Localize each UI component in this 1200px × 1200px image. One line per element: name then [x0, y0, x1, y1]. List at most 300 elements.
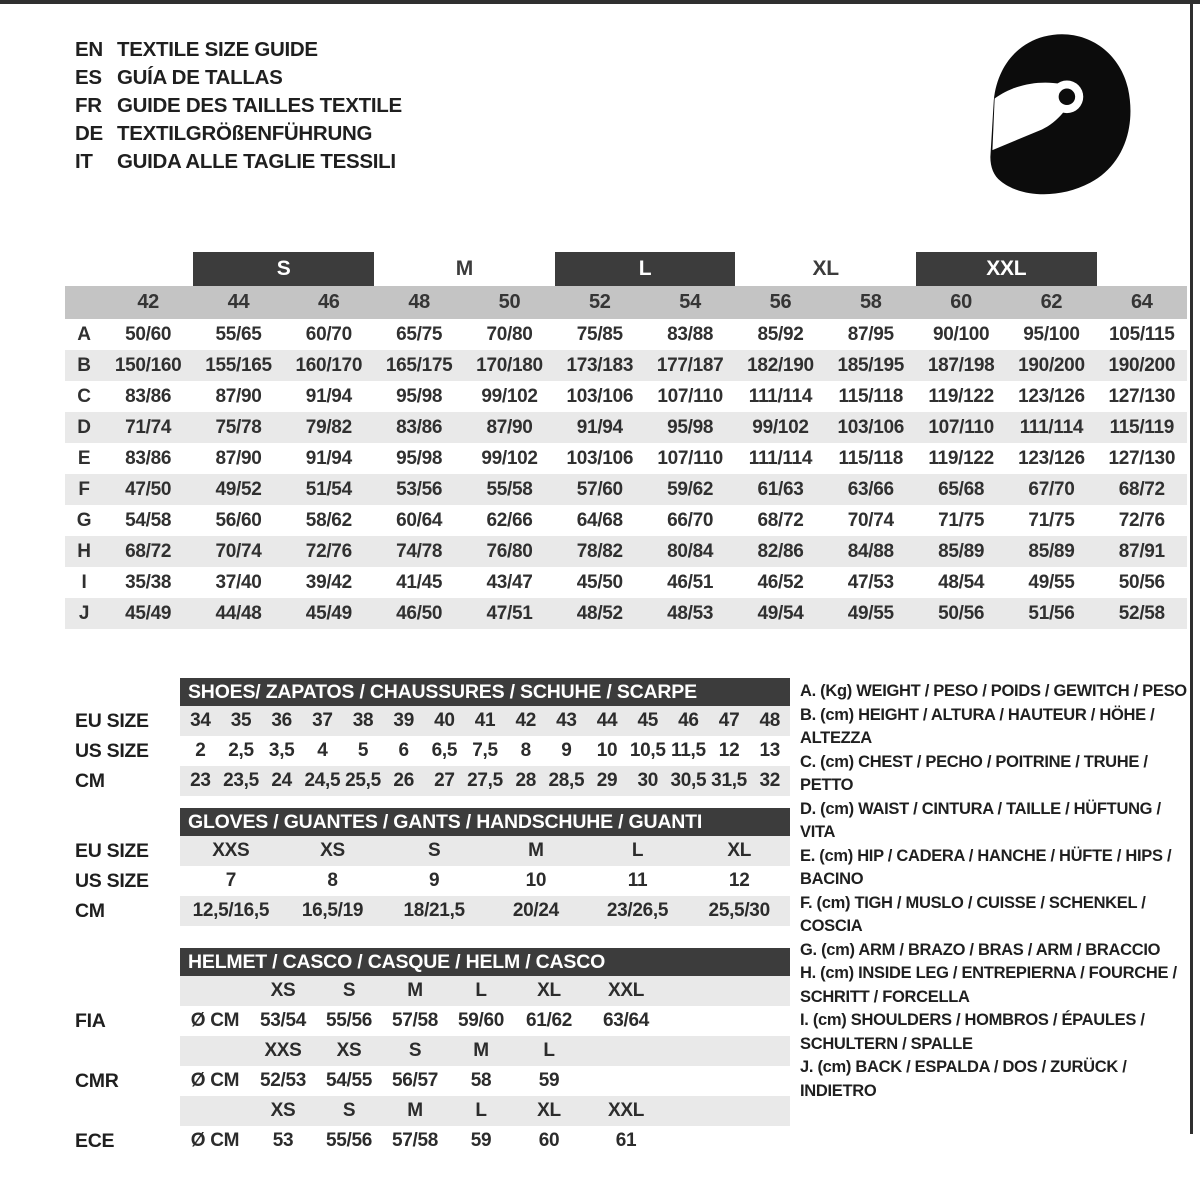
helmet-size-label: XL [537, 1100, 561, 1121]
gloves_table-value: L [631, 840, 644, 861]
measurement-value: 91/94 [305, 447, 352, 469]
gutter-spacer [75, 1036, 180, 1066]
language-title: GUIDE DES TAILLES TEXTILE [117, 94, 402, 117]
measurement-row-label: C [77, 385, 91, 407]
shoes_table-value: 7,5 [472, 740, 498, 761]
helmet-size-value: 61/62 [525, 1010, 573, 1031]
measurement-value: 87/90 [215, 447, 262, 469]
gutter-spacer [75, 976, 180, 1006]
measurement-value: 61/63 [757, 478, 804, 500]
shoes_table-value: 13 [759, 740, 781, 761]
shoes_table-value: 35 [230, 710, 252, 731]
helmet-unit-label: Ø CM [190, 1130, 240, 1151]
helmet-size-label: M [407, 1100, 423, 1121]
shoes_table-value: 30 [637, 770, 658, 791]
measurement-value: 83/88 [667, 323, 714, 345]
measurement-value: 39/42 [305, 571, 352, 593]
shoes_table-value: 10 [596, 740, 618, 761]
gloves_table-row-values [180, 836, 790, 866]
measurement-value: 127/130 [1108, 447, 1176, 469]
measurement-value: 46/50 [396, 602, 443, 624]
gloves_table-title-bar: GLOVES / GUANTES / GANTS / HANDSCHUHE / GUANTI [180, 808, 790, 836]
measurement-value: 58/62 [305, 509, 352, 531]
helmet-title-bar: HELMET / CASCO / CASQUE / HELM / CASCO [180, 948, 790, 976]
measurement-value: 70/80 [486, 323, 533, 345]
measurement-value: 87/91 [1118, 540, 1165, 562]
numeric-size-header: 42 [103, 286, 193, 319]
language-code: ES [75, 66, 102, 89]
gloves_table-value: 7 [225, 870, 236, 891]
measurement-value: 165/175 [385, 354, 453, 376]
measurement-value: 75/78 [215, 416, 262, 438]
numeric-size-header: 58 [826, 286, 916, 319]
shoes_table-value: 38 [352, 710, 374, 731]
measurement-value: 46/51 [667, 571, 714, 593]
shoes_table-value: 39 [393, 710, 414, 731]
shoes_table-value: 46 [678, 710, 699, 731]
helmet-values-cells [180, 1126, 790, 1156]
language-code: DE [75, 122, 103, 145]
shoes_table-row [75, 706, 790, 736]
language-row [75, 148, 402, 176]
size-group-xl: XL [812, 257, 839, 280]
shoes_table-value: 43 [556, 710, 577, 731]
legend-item: C. (cm) CHEST / PECHO / POITRINE / TRUHE / PETTO [800, 752, 1148, 794]
shoes_table-value: 34 [190, 710, 211, 731]
size-group-m: M [455, 257, 473, 280]
measurement-value: 111/114 [748, 447, 813, 469]
measurement-value: 35/38 [125, 571, 172, 593]
measurement-value: 79/82 [305, 416, 352, 438]
measurement-row-label: F [78, 478, 90, 500]
legend-item: E. (cm) HIP / CADERA / HANCHE / HÜFTE / HIPS / BACINO [800, 846, 1172, 888]
helmet-size-value: 52/53 [259, 1070, 307, 1091]
size-group-header-row [65, 252, 1187, 286]
gloves_table-row-values [180, 896, 790, 926]
measurement-value: 50/56 [938, 602, 985, 624]
language-code: IT [75, 150, 93, 173]
measurement-row [65, 412, 1187, 443]
helmet-sizes-cells [180, 1096, 790, 1126]
helmet-size-label: S [342, 1100, 356, 1121]
measurement-row-label: J [78, 602, 90, 624]
helmet-fia-sizes-row [75, 976, 790, 1006]
shoes_table-title-row [75, 678, 790, 706]
measurement-value: 99/102 [752, 416, 809, 438]
measurement-value: 60/70 [305, 323, 352, 345]
helmet-standard-fia: FIA [75, 1009, 106, 1032]
measurement-value: 91/94 [576, 416, 623, 438]
language-title: TEXTILE SIZE GUIDE [117, 38, 318, 61]
language-title: TEXTILGRÖßENFÜHRUNG [117, 122, 373, 145]
measurement-value: 76/80 [486, 540, 533, 562]
legend-item: H. (cm) INSIDE LEG / ENTREPIERNA / FOURCHE / SCHRITT / FORCELLA [800, 964, 1177, 1006]
measurement-value: 47/50 [125, 478, 172, 500]
shoes_table-row [75, 766, 790, 796]
shoes_table-row-label: CM [75, 769, 105, 792]
helmet-size-value: 55/56 [325, 1010, 373, 1031]
language-row [75, 92, 402, 120]
measurement-value: 83/86 [396, 416, 443, 438]
size-group-l: L [555, 252, 736, 286]
numeric-size-header: 46 [284, 286, 374, 319]
legend-item: I. (cm) SHOULDERS / HOMBROS / ÉPAULES / SCHULTERN / SPALLE [800, 1011, 1145, 1053]
measurement-value: 55/65 [215, 323, 262, 345]
measurement-value: 65/68 [938, 478, 985, 500]
measurement-row [65, 443, 1187, 474]
textile-size-table [65, 252, 1187, 629]
shoes_table-row-values [180, 706, 790, 736]
gloves_table-value: S [427, 840, 441, 861]
shoes_table-value: 4 [317, 740, 328, 761]
measurement-value: 105/115 [1109, 323, 1175, 345]
measurement-value: 170/180 [476, 354, 543, 376]
shoes_table-value: 28,5 [548, 770, 585, 791]
measurement-value: 56/60 [215, 509, 262, 531]
gloves_table-row-label: US SIZE [75, 869, 149, 892]
helmet-values-cells [180, 1006, 790, 1036]
language-title-list [75, 36, 402, 176]
gloves_table-value: 9 [429, 870, 440, 891]
shoes_table-row-values [180, 766, 790, 796]
measurement-value: 49/52 [215, 478, 262, 500]
unit-column-spacer [180, 976, 250, 1006]
measurement-row [65, 474, 1187, 505]
shoes_table-value: 27 [434, 770, 455, 791]
helmet-size-value: 60 [538, 1130, 560, 1151]
gutter-spacer [75, 1096, 180, 1126]
helmet-size-label: L [543, 1040, 555, 1061]
helmet-size-value: 53 [272, 1130, 294, 1151]
helmet-size-label: M [407, 980, 423, 1001]
measurement-value: 187/198 [927, 354, 995, 376]
measurement-value: 85/89 [938, 540, 985, 562]
helmet-values-cells [180, 1066, 790, 1096]
measurement-value: 62/66 [486, 509, 533, 531]
helmet-cmr-sizes-row [75, 1036, 790, 1066]
racing-helmet-icon [968, 28, 1140, 200]
measurement-row [65, 350, 1187, 381]
measurement-value: 182/190 [747, 354, 814, 376]
shoes_table-value: 2 [195, 740, 206, 761]
measurement-value: 123/126 [1018, 447, 1085, 469]
measurement-value: 54/58 [125, 509, 172, 531]
language-code: FR [75, 94, 102, 117]
measurement-value: 37/40 [215, 571, 262, 593]
measurement-value: 55/58 [486, 478, 533, 500]
measurement-value: 49/54 [757, 602, 804, 624]
language-code: EN [75, 38, 103, 61]
measurement-value: 71/75 [938, 509, 985, 531]
measurement-value: 71/74 [125, 416, 172, 438]
helmet_table-title-row [75, 948, 790, 976]
measurement-value: 68/72 [125, 540, 172, 562]
gutter-spacer [75, 678, 180, 706]
gloves_table-row [75, 836, 790, 866]
measurement-value: 95/100 [1023, 323, 1080, 345]
legend-item: D. (cm) WAIST / CINTURA / TAILLE / HÜFTUNG / VITA [800, 799, 1161, 841]
helmet-size-value: 56/57 [391, 1070, 439, 1091]
gloves_table-value: XL [727, 840, 752, 861]
measurement-value: 67/70 [1028, 478, 1075, 500]
measurement-value: 41/45 [396, 571, 443, 593]
measurement-value: 103/106 [566, 447, 634, 469]
measurement-legend [800, 680, 1198, 1103]
shoes_table-row-label: EU SIZE [75, 709, 149, 732]
helmet-sizes-cells [180, 976, 790, 1006]
unit-column-spacer [180, 1096, 250, 1126]
unit-column-spacer [180, 1036, 250, 1066]
measurement-value: 74/78 [396, 540, 443, 562]
measurement-row-label: E [77, 447, 91, 469]
helmet-size-value: 59/60 [457, 1010, 505, 1031]
shoes_table-value: 10,5 [629, 740, 666, 761]
gloves_table-value: M [528, 840, 544, 861]
shoes_table-value: 23 [190, 770, 211, 791]
measurement-value: 103/106 [837, 416, 905, 438]
shoes_table-value: 6 [398, 740, 409, 761]
helmet-size-value: 53/54 [259, 1010, 307, 1031]
measurement-value: 160/170 [295, 354, 363, 376]
gloves_table-value: XS [320, 840, 345, 861]
measurement-value: 123/126 [1018, 385, 1085, 407]
measurement-value: 107/110 [928, 416, 994, 438]
measurement-value: 43/47 [486, 571, 533, 593]
numeric-size-header: 64 [1097, 286, 1187, 319]
measurement-value: 95/98 [396, 385, 443, 407]
helmet-size-value: 59 [538, 1070, 560, 1091]
measurement-value: 47/53 [847, 571, 894, 593]
gloves_table-value: 20/24 [512, 900, 559, 921]
helmet-size-value: 63/64 [602, 1010, 650, 1031]
numeric-size-header: 54 [645, 286, 735, 319]
shoes_table-value: 29 [596, 770, 618, 791]
shoes_table-row [75, 736, 790, 766]
measurement-value: 95/98 [396, 447, 443, 469]
legend-item: J. (cm) BACK / ESPALDA / DOS / ZURÜCK / INDIETRO [800, 1058, 1127, 1100]
gloves_table-row-label: CM [75, 899, 105, 922]
measurement-value: 83/86 [125, 385, 172, 407]
shoes_table-row-values [180, 736, 790, 766]
language-row [75, 120, 402, 148]
helmet-size-value: 54/55 [325, 1070, 373, 1091]
gloves_table-row [75, 866, 790, 896]
group-header-spacer [65, 252, 193, 286]
measurement-value: 115/119 [1109, 416, 1175, 438]
helmet-size-label: L [475, 1100, 487, 1121]
measurement-value: 127/130 [1108, 385, 1176, 407]
measurement-value: 57/60 [576, 478, 623, 500]
shoes_table-value: 3,5 [268, 740, 295, 761]
measurement-value: 87/90 [486, 416, 533, 438]
measurement-value: 52/58 [1118, 602, 1165, 624]
numeric-size-header-row [65, 286, 1187, 319]
helmet-size-value: 61 [615, 1130, 637, 1151]
measurement-row [65, 598, 1187, 629]
measurement-row [65, 319, 1187, 350]
gloves_table-row-label: EU SIZE [75, 839, 149, 862]
numeric-size-header: 56 [735, 286, 825, 319]
measurement-value: 72/76 [1118, 509, 1165, 531]
measurement-value: 111/114 [1019, 416, 1084, 438]
shoes_table-value: 23,5 [223, 770, 259, 791]
measurement-value: 84/88 [847, 540, 894, 562]
measurement-row-label: H [77, 540, 91, 562]
shoes_table-value: 37 [312, 710, 333, 731]
measurement-value: 51/56 [1028, 602, 1075, 624]
shoes_table-value: 27,5 [467, 770, 503, 791]
measurement-row [65, 567, 1187, 598]
measurement-value: 50/60 [125, 323, 172, 345]
measurement-value: 115/118 [838, 447, 904, 469]
measurement-value: 70/74 [215, 540, 262, 562]
numeric-size-header: 62 [1006, 286, 1096, 319]
language-row [75, 36, 402, 64]
shoes_table-value: 31,5 [711, 770, 747, 791]
gutter-spacer [75, 808, 180, 836]
measurement-value: 44/48 [215, 602, 262, 624]
measurement-row [65, 381, 1187, 412]
measurement-row-label: B [77, 354, 91, 376]
shoes_table-value: 2,5 [228, 740, 254, 761]
shoes_table-value: 47 [718, 710, 740, 731]
measurement-value: 53/56 [396, 478, 443, 500]
measurement-value: 85/89 [1028, 540, 1075, 562]
numeric-size-header: 50 [464, 286, 554, 319]
measurement-value: 72/76 [305, 540, 352, 562]
helmet-ece-values-row [75, 1126, 790, 1156]
measurement-value: 155/165 [205, 354, 272, 376]
row-label-header [65, 286, 103, 319]
legend-item: F. (cm) TIGH / MUSLO / CUISSE / SCHENKEL / COSCIA [800, 893, 1146, 935]
legend-item: B. (cm) HEIGHT / ALTURA / HAUTEUR / HÖHE / ALTEZZA [800, 705, 1155, 747]
page-top-edge-line [0, 0, 1200, 4]
measurement-value: 103/106 [566, 385, 634, 407]
size-group-s: S [193, 252, 374, 286]
measurement-row-label: A [77, 323, 91, 345]
measurement-value: 99/102 [481, 447, 538, 469]
language-title: GUIDA ALLE TAGLIE TESSILI [117, 150, 396, 173]
shoes_table-title-bar: SHOES/ ZAPATOS / CHAUSSURES / SCHUHE / SCARPE [180, 678, 790, 706]
measurement-value: 95/98 [667, 416, 714, 438]
measurement-value: 47/51 [486, 602, 533, 624]
helmet-unit-label: Ø CM [190, 1070, 240, 1091]
helmet-size-value: 57/58 [391, 1010, 439, 1031]
gloves_table-value: XXS [212, 840, 250, 861]
measurement-value: 91/94 [305, 385, 352, 407]
shoes_table-value: 30,5 [670, 770, 707, 791]
measurement-value: 66/70 [667, 509, 714, 531]
measurement-value: 68/72 [1118, 478, 1165, 500]
gloves_table-value: 11 [627, 870, 648, 891]
helmet-size-label: S [342, 980, 356, 1001]
numeric-size-header: 52 [555, 286, 645, 319]
shoes_table-value: 25,5 [345, 770, 381, 791]
measurement-value: 150/160 [114, 354, 182, 376]
measurement-value: 60/64 [396, 509, 443, 531]
shoes_table-row-label: US SIZE [75, 739, 149, 762]
shoes_table-value: 42 [515, 710, 536, 731]
measurement-row-label: I [81, 571, 87, 593]
measurement-value: 87/95 [847, 323, 894, 345]
helmet-size-label: XS [336, 1040, 362, 1061]
shoes_table-value: 28 [515, 770, 536, 791]
gloves_table-value: 16,5/19 [301, 900, 364, 921]
measurement-value: 115/118 [838, 385, 904, 407]
gloves_table-value: 23/26,5 [606, 900, 669, 921]
helmet-size-label: XS [270, 980, 296, 1001]
measurement-value: 185/195 [837, 354, 905, 376]
measurement-value: 173/183 [566, 354, 634, 376]
measurement-value: 90/100 [932, 323, 990, 345]
gloves_table-value: 12 [728, 870, 750, 891]
shoes_table-value: 6,5 [431, 740, 458, 761]
shoes_table-value: 26 [393, 770, 414, 791]
helmet-size-label: M [473, 1040, 489, 1061]
measurement-value: 119/122 [928, 385, 994, 407]
measurement-row-label: D [77, 416, 91, 438]
helmet-size-table [75, 948, 790, 1156]
measurement-value: 83/86 [125, 447, 172, 469]
numeric-size-header: 48 [374, 286, 464, 319]
measurement-value: 64/68 [576, 509, 623, 531]
measurement-value: 177/187 [656, 354, 724, 376]
gloves_table-row-values [180, 866, 790, 896]
group-header-spacer-end [1097, 252, 1187, 286]
gloves-size-table [75, 808, 790, 926]
measurement-value: 119/122 [928, 447, 994, 469]
language-title: GUÍA DE TALLAS [117, 66, 283, 89]
numeric-size-header: 60 [916, 286, 1006, 319]
shoes_table-value: 24 [271, 770, 292, 791]
measurement-value: 99/102 [481, 385, 538, 407]
shoes_table-value: 45 [637, 710, 658, 731]
gloves_table-title-row [75, 808, 790, 836]
size-group-xxl: XXL [916, 252, 1097, 286]
shoes_table-value: 41 [474, 710, 496, 731]
shoes_table-value: 36 [271, 710, 292, 731]
measurement-value: 78/82 [576, 540, 623, 562]
helmet-standard-ece: ECE [75, 1129, 115, 1152]
measurement-value: 85/92 [757, 323, 804, 345]
measurement-value: 50/56 [1118, 571, 1165, 593]
helmet-size-value: 59 [470, 1130, 492, 1151]
measurement-value: 45/49 [305, 602, 352, 624]
measurement-row [65, 536, 1187, 567]
shoes_table-value: 44 [596, 710, 618, 731]
measurement-value: 51/54 [305, 478, 352, 500]
helmet-size-label: XXS [264, 1040, 302, 1061]
helmet-size-value: 57/58 [391, 1130, 439, 1151]
measurement-value: 68/72 [757, 509, 804, 531]
measurement-value: 71/75 [1028, 509, 1075, 531]
measurement-value: 65/75 [396, 323, 443, 345]
helmet-fia-values-row [75, 1006, 790, 1036]
measurement-value: 48/53 [667, 602, 714, 624]
measurement-value: 190/200 [1108, 354, 1176, 376]
measurement-value: 82/86 [757, 540, 804, 562]
legend-item: A. (Kg) WEIGHT / PESO / POIDS / GEWITCH / PESO [800, 682, 1187, 700]
measurement-value: 48/54 [938, 571, 985, 593]
measurement-value: 80/84 [667, 540, 714, 562]
shoes_table-value: 9 [561, 740, 572, 761]
helmet-sizes-cells [180, 1036, 790, 1066]
legend-item: G. (cm) ARM / BRAZO / BRAS / ARM / BRACCIO [800, 940, 1161, 959]
gloves_table-value: 25,5/30 [708, 900, 770, 921]
measurement-row [65, 505, 1187, 536]
measurement-row-label: G [76, 509, 92, 531]
shoes-size-table [75, 678, 790, 796]
